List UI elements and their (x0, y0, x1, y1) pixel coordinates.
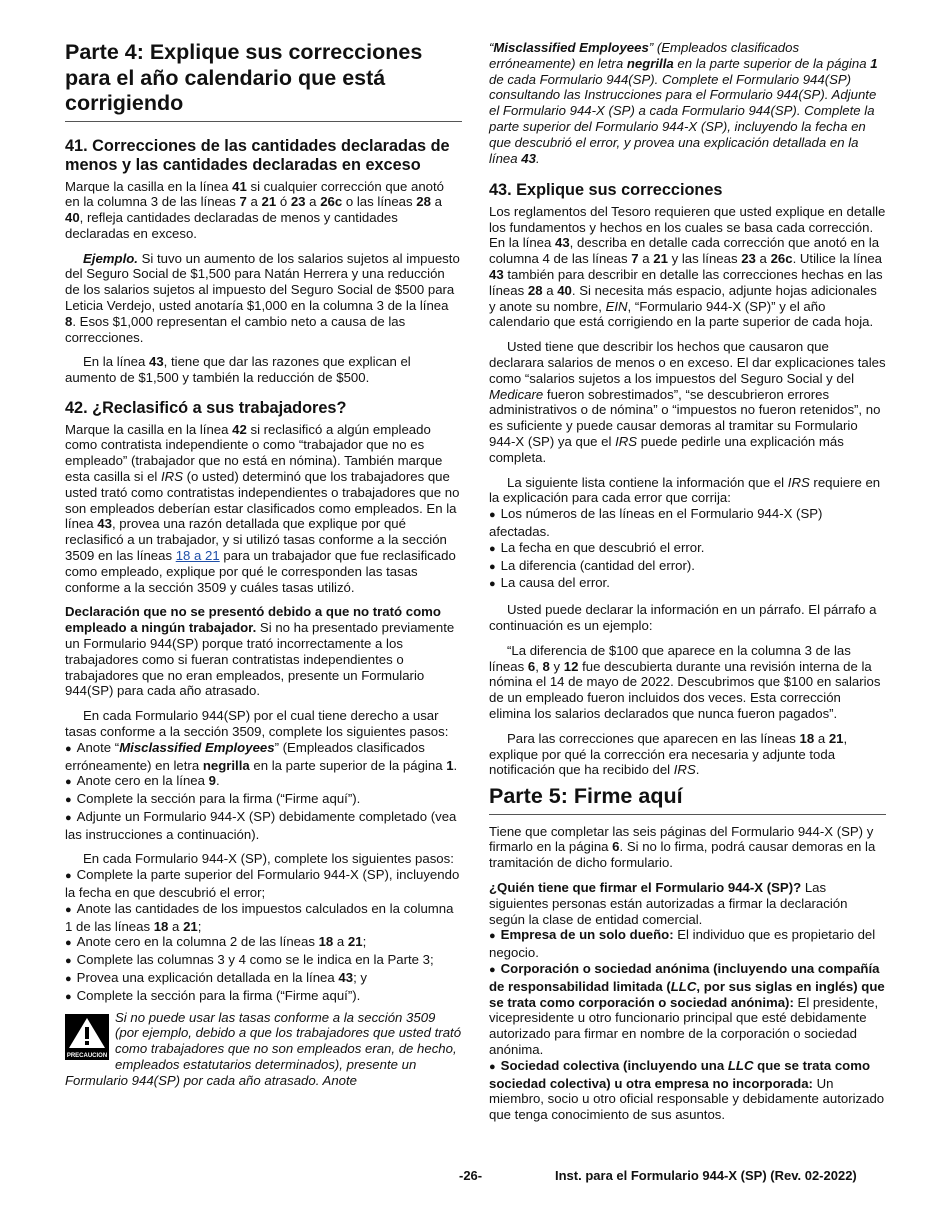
list-item: ● Anote las cantidades de los impuestos calculados en la columna 1 de las líneas 18 a 21; (65, 900, 454, 934)
s42-title: 42. ¿Reclasificó a sus trabajadores? (65, 399, 347, 418)
s41-title: 41. Correcciones de las cantidades declaradas de menos y las cantidades declaradas en exceso (65, 136, 450, 174)
signers-list (489, 927, 886, 1123)
s42-paragraph-4: En cada Formulario 944-X (SP), complete los siguientes pasos: (83, 851, 454, 867)
left-column (65, 40, 462, 1089)
page-number: -26- (459, 1168, 483, 1183)
list-item: ● Complete las columnas 3 y 4 como se le indica en la Parte 3; (65, 952, 434, 968)
s43-paragraph-4: Usted puede declarar la información en un párrafo. El párrafo a continuación es un ejemplo: (489, 602, 877, 633)
caution-label: PRECAUCION (66, 1052, 108, 1059)
list-item: ● Complete la sección para la firma (“Firme aquí”). (65, 791, 361, 807)
list-item: ● Anote “Misclassified Employees” (Empleados clasificados erróneamente) en letra negrilla en la parte superior de la página 1. (65, 739, 458, 773)
caution-warning-icon (65, 1014, 109, 1060)
s43-title: 43. Explique sus correcciones (489, 181, 723, 200)
s5-paragraph-2: ¿Quién tiene que firmar el Formulario 944-X (SP)? Las siguientes personas están autorizadas a firmar la declaración según la clase de entidad comercial. (489, 880, 848, 927)
s41-example-paragraph: Ejemplo. Si tuvo un aumento de los salarios sujetos al impuesto del Seguro Social de $1,500 para Natán Herrera y una reducción de los salarios sujetos al impuesto del Seguro Social de $500 para Leticia Verdejo, usted anotaría $1,000 en la columna 3 de la línea 8. Esos $1,000 representan el cambio neto a causa de las correcciones. (65, 250, 460, 345)
s41-paragraph-1: Marque la casilla en la línea 41 si cualquier corrección que anotó en la columna 3 de las líneas 7 a 21 ó 23 a 26c o las líneas 28 a 40, refleja cantidades declaradas de menos y cantidades declaradas en exceso. (65, 178, 445, 241)
footer-doc-title: Inst. para el Formulario 944-X (SP) (Rev. 02-2022) (555, 1168, 857, 1183)
part5-title: Parte 5: Firme aquí (489, 784, 683, 809)
part4-rule (65, 121, 462, 122)
steps-list-944sp (65, 740, 462, 843)
part4-title: Parte 4: Explique sus correcciones para el año calendario que está corrigiendo (65, 40, 423, 115)
part5-rule (489, 814, 886, 815)
s41-paragraph-3: En la línea 43, tiene que dar las razones que explican el aumento de $1,500 y también la reducción de $500. (65, 354, 411, 386)
list-item: ● Adjunte un Formulario 944-X (SP) debidamente completado (vea las instrucciones a continuación). (65, 808, 457, 842)
list-item: ● Los números de las líneas en el Formulario 944-X (SP) afectadas. (489, 506, 823, 540)
s43-example-paragraph: “La diferencia de $100 que aparece en la columna 3 de las líneas 6, 8 y 12 fue descubierta durante una revisión interna de la nómina el 14 de mayo de 2022. Descubrimos que $100 en salarios de un empleado fueron incluidos dos veces. Esta corrección elimina los salarios declarados que nunca fueron pagados”. (489, 642, 881, 721)
list-item: ● Anote cero en la línea 9. (65, 773, 220, 789)
s42-paragraph-3: En cada Formulario 944(SP) por el cual tiene derecho a usar tasas conforme a la sección 3509, complete los siguientes pasos: (65, 708, 449, 739)
list-item: ● Anote cero en la columna 2 de las líneas 18 a 21; (65, 934, 367, 950)
s42-paragraph-2: Declaración que no se presentó debido a que no trató como empleado a ningún trabajador. Si no ha presentado previamente un Formulario 944(SP) porque trató incorrectamente a los trabajadores como si fueran contratistas independientes o trabajadores que no eran empleados, presente un Formulario 944(SP) para cada año atrasado. (65, 604, 455, 699)
list-item: ● Complete la sección para la firma (“Firme aquí”). (65, 987, 361, 1003)
error-info-list (489, 506, 886, 593)
steps-list-944x (65, 867, 462, 1005)
continued-paragraph: “Misclassified Employees” (Empleados clasificados erróneamente) en letra negrilla en la parte superior de la página 1 de cada Formulario 944(SP). Complete el Formulario 944(SP) consultando las Instrucciones para el Formulario 944(SP). Adjunte el Formulario 944-X (SP) a cada Formulario 944(SP). Complete la parte superior del Formulario 944-X (SP), incluyendo la fecha en que descubrió el error, y provea una explicación detallada en la línea 43. (489, 40, 878, 166)
lines-18-21-link[interactable]: 18 a 21 (175, 547, 220, 563)
list-item: ● Empresa de un solo dueño: El individuo que es propietario del negocio. (489, 927, 876, 961)
caution-text: Si no puede usar las tasas conforme a la sección 3509 (por ejemplo, debido a que los trabajadores que usted trató como trabajadores que no son empleados eran, de hecho, empleados estatutarios determinados), presente un Formulario 944(SP) por cada año atrasado. Anote (65, 1009, 462, 1088)
s42-paragraph-1: Marque la casilla en la línea 42 si reclasificó a algún empleado como contratista independiente o como “trabajador que no es empleado” (trabajador que no está en nómina). También marque esta casilla si el IRS (o usted) determinó que los trabajadores que usted trató como contratistas independientes o trabajadores que no son empleados deberían estar clasificados como empleados. En la línea 43, provea una razón detallada que explique por qué reclasificó a un trabajador, y si utilizó tasas conforme a la sección 3509 en las líneas 18 a 21 para un trabajador que fue reclasificado como empleado, explique por qué le corresponden las tasas conforme a la sección 3509 y cuáles tasas utilizó. (65, 421, 460, 595)
caution-note (65, 1010, 462, 1089)
list-item: ● La diferencia (cantidad del error). (489, 557, 695, 573)
list-item: ● Provea una explicación detallada en la línea 43; y (65, 970, 367, 986)
list-item: ● Sociedad colectiva (incluyendo una LLC que se trata como sociedad colectiva) u otra empresa no incorporada: Un miembro, socio u otro oficial responsable y debidamente autorizado que tenga conocimiento de sus asuntos. (489, 1057, 885, 1123)
right-column (489, 40, 886, 1123)
list-item: ● Complete la parte superior del Formulario 944-X (SP), incluyendo la fecha en que descubrió el error; (65, 867, 460, 901)
list-item: ● La fecha en que descubrió el error. (489, 539, 705, 555)
list-item: ● La causa del error. (489, 575, 610, 591)
s43-paragraph-2: Usted tiene que describir los hechos que causaron que declarara salarios de menos o en exceso. El dar explicaciones tales como “salarios sujetos a los impuestos del Seguro Social y del Medicare fueron sobrestimados”, “se descubrieron errores administrativos o de nómina” o “impuestos no fueron retenidos”, no es suficiente y puede causar demoras al tramitar su Formulario 944-X (SP) ya que el IRS puede pedirle una explicación más completa. (489, 339, 886, 465)
s43-paragraph-6: Para las correcciones que aparecen en las líneas 18 a 21, explique por qué la corrección era necesaria y adjunte toda notificación que ha recibido del IRS. (489, 730, 848, 778)
s5-paragraph-1: Tiene que completar las seis páginas del Formulario 944-X (SP) y firmarlo en la página 6. Si no lo firma, podrá causar demoras en la tramitación de dicho formulario. (489, 823, 876, 871)
s43-paragraph-1: Los reglamentos del Tesoro requieren que usted explique en detalle los fundamentos y hechos en los cuales se basa cada corrección. En la línea 43, describa en detalle cada corrección que anotó en la columna 4 de las líneas 7 a 21 y las líneas 23 a 26c. Utilice la línea 43 también para describir en detalle las correcciones hechas en las líneas 28 a 40. Si necesita más espacio, adjunte hojas adicionales y anote su nombre, EIN, “Formulario 944-X (SP)” y el año calendario que está corrigiendo en la parte superior de cada hoja. (489, 203, 886, 330)
s43-paragraph-3: La siguiente lista contiene la información que el IRS requiere en la explicación para cada error que corrija: (489, 474, 881, 506)
list-item: ● Corporación o sociedad anónima (incluyendo una compañía de responsabilidad limitada (LLC, por sus siglas en inglés) que se trata como corporación o sociedad anónima): El presidente, vicepresidente u otro funcionario principal que esté debidamente autorizado para firmar en nombre de la corporación o sociedad anónima. (489, 961, 885, 1058)
